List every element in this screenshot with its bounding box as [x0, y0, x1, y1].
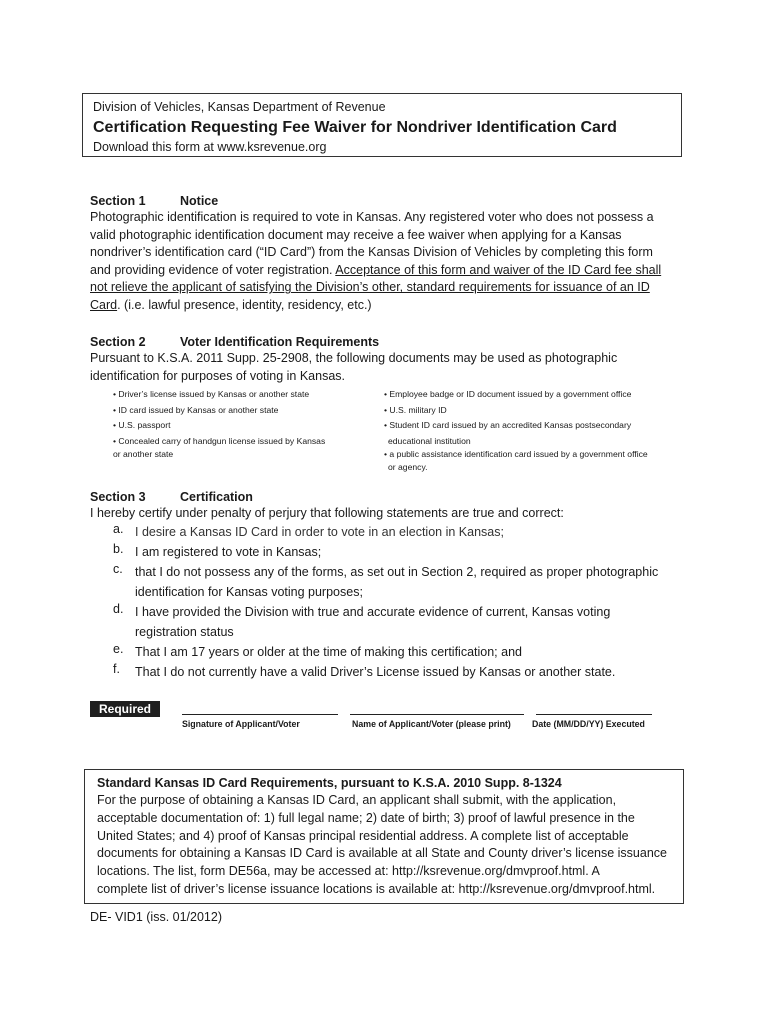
section2-title: Voter Identification Requirements	[180, 335, 380, 349]
certification-intro: I hereby certify under penalty of perjury that following statements are true and correct:	[90, 506, 564, 520]
header-box	[82, 93, 682, 157]
doc-item: • ID card issued by Kansas or another state	[113, 404, 279, 415]
standard-requirements-title: Standard Kansas ID Card Requirements, pursuant to K.S.A. 2010 Supp. 8-1324	[97, 776, 562, 790]
acceptance-clause-cont: not relieve the applicant of satisfying the Division’s other, standard requirements for issuance of an ID	[90, 280, 650, 295]
id-docs-right	[384, 388, 648, 474]
doc-item: • a public assistance identification card issued by a government office	[384, 448, 648, 459]
doc-item: • U.S. passport	[113, 420, 171, 430]
standard-line: documents for obtaining a Kansas ID Card is available at all State and County driver’s license issuance	[97, 846, 667, 861]
required-badge: Required	[90, 701, 160, 717]
doc-item: • U.S. military ID	[384, 404, 447, 415]
standard-line: acceptable documentation of: 1) full legal name; 2) date of birth; 3) proof of lawful presence in the	[97, 810, 635, 825]
section3-number: Section 3	[90, 490, 146, 504]
standard-line: locations. The list, form DE56a, may be accessed at: http://ksrevenue.org/dmvproof.html. A	[97, 864, 600, 879]
date-line[interactable]	[536, 714, 652, 715]
form-title: Certification Requesting Fee Waiver for Nondriver Identification Card	[93, 119, 617, 136]
section1-line: valid photographic identification document may receive a fee waiver when applying for a Kansas	[90, 227, 622, 242]
acceptance-clause: Acceptance of this form and waiver of the ID Card fee shall	[335, 262, 662, 277]
section1-line: and providing evidence of voter registration. Acceptance of this form and waiver of the ID Card fee shall	[90, 262, 662, 277]
section3-heading	[90, 490, 253, 504]
name-label: Name of Applicant/Voter (please print)	[352, 719, 511, 729]
signature-line[interactable]	[182, 714, 338, 715]
section2-line: identification for purposes of voting in Kansas.	[90, 368, 346, 383]
download-note: Download this form at www.ksrevenue.org	[93, 140, 327, 154]
id-docs-left	[113, 388, 325, 461]
section1-line: Photographic identification is required to vote in Kansas. Any registered voter who does not possess a	[90, 210, 654, 224]
section2-number: Section 2	[90, 335, 146, 349]
section2-body	[90, 350, 617, 385]
section1-number: Section 1	[90, 194, 146, 208]
name-line[interactable]	[350, 714, 524, 715]
standard-requirements-box	[84, 769, 684, 904]
section1-body	[90, 209, 661, 315]
doc-item: • Student ID card issued by an accredited Kansas postsecondary	[384, 420, 632, 430]
section1-line: nondriver’s identification card (“ID Card”) from the Kansas Division of Vehicles by completing this form	[90, 245, 653, 260]
certification-list: a. I desire a Kansas ID Card in order to vote in an election in Kansas; b. I am registered to vote in Kansas; c. that I do not possess any of the forms, as set out in Section 2, required as proper photographic identification for Kansas voting purposes; d. I have provided the Division with true and accurate evidence of current, Kansas voting registration status e. That I am 17 years or older at the time of making this certification; and f. That I do not currently have a valid Driver’s License issued by Kansas or another state.	[113, 522, 659, 679]
standard-line: United States; and 4) proof of Kansas principal residential address. A complete list of acceptable	[97, 828, 629, 843]
section1-line: Card. (i.e. lawful presence, identity, residency, etc.)	[90, 297, 372, 312]
standard-requirements-body	[97, 792, 667, 899]
form-id: DE- VID1 (iss. 01/2012)	[90, 910, 222, 924]
section1-heading	[90, 194, 218, 208]
agency-name: Division of Vehicles, Kansas Department of Revenue	[93, 100, 386, 114]
doc-item: • Employee badge or ID document issued by a government office	[384, 389, 632, 399]
section2-heading	[90, 335, 379, 349]
doc-item: educational institution	[388, 435, 471, 446]
doc-item: or agency.	[388, 461, 428, 472]
doc-item: • Driver’s license issued by Kansas or another state	[113, 389, 310, 399]
section2-line: Pursuant to K.S.A. 2011 Supp. 25-2908, the following documents may be used as photographic	[90, 351, 618, 365]
doc-item: • Concealed carry of handgun license issued by Kansas	[113, 435, 326, 446]
doc-item: or another state	[113, 448, 174, 459]
date-label: Date (MM/DD/YY) Executed	[532, 719, 645, 729]
signature-label: Signature of Applicant/Voter	[182, 719, 300, 729]
section3-title: Certification	[180, 490, 253, 504]
standard-line: For the purpose of obtaining a Kansas ID Card, an applicant shall submit, with the application,	[97, 793, 617, 807]
standard-line: complete list of driver’s license issuance locations is available at: http://ksrevenue.org/dmvproof.html.	[97, 881, 656, 896]
section1-title: Notice	[180, 194, 219, 208]
